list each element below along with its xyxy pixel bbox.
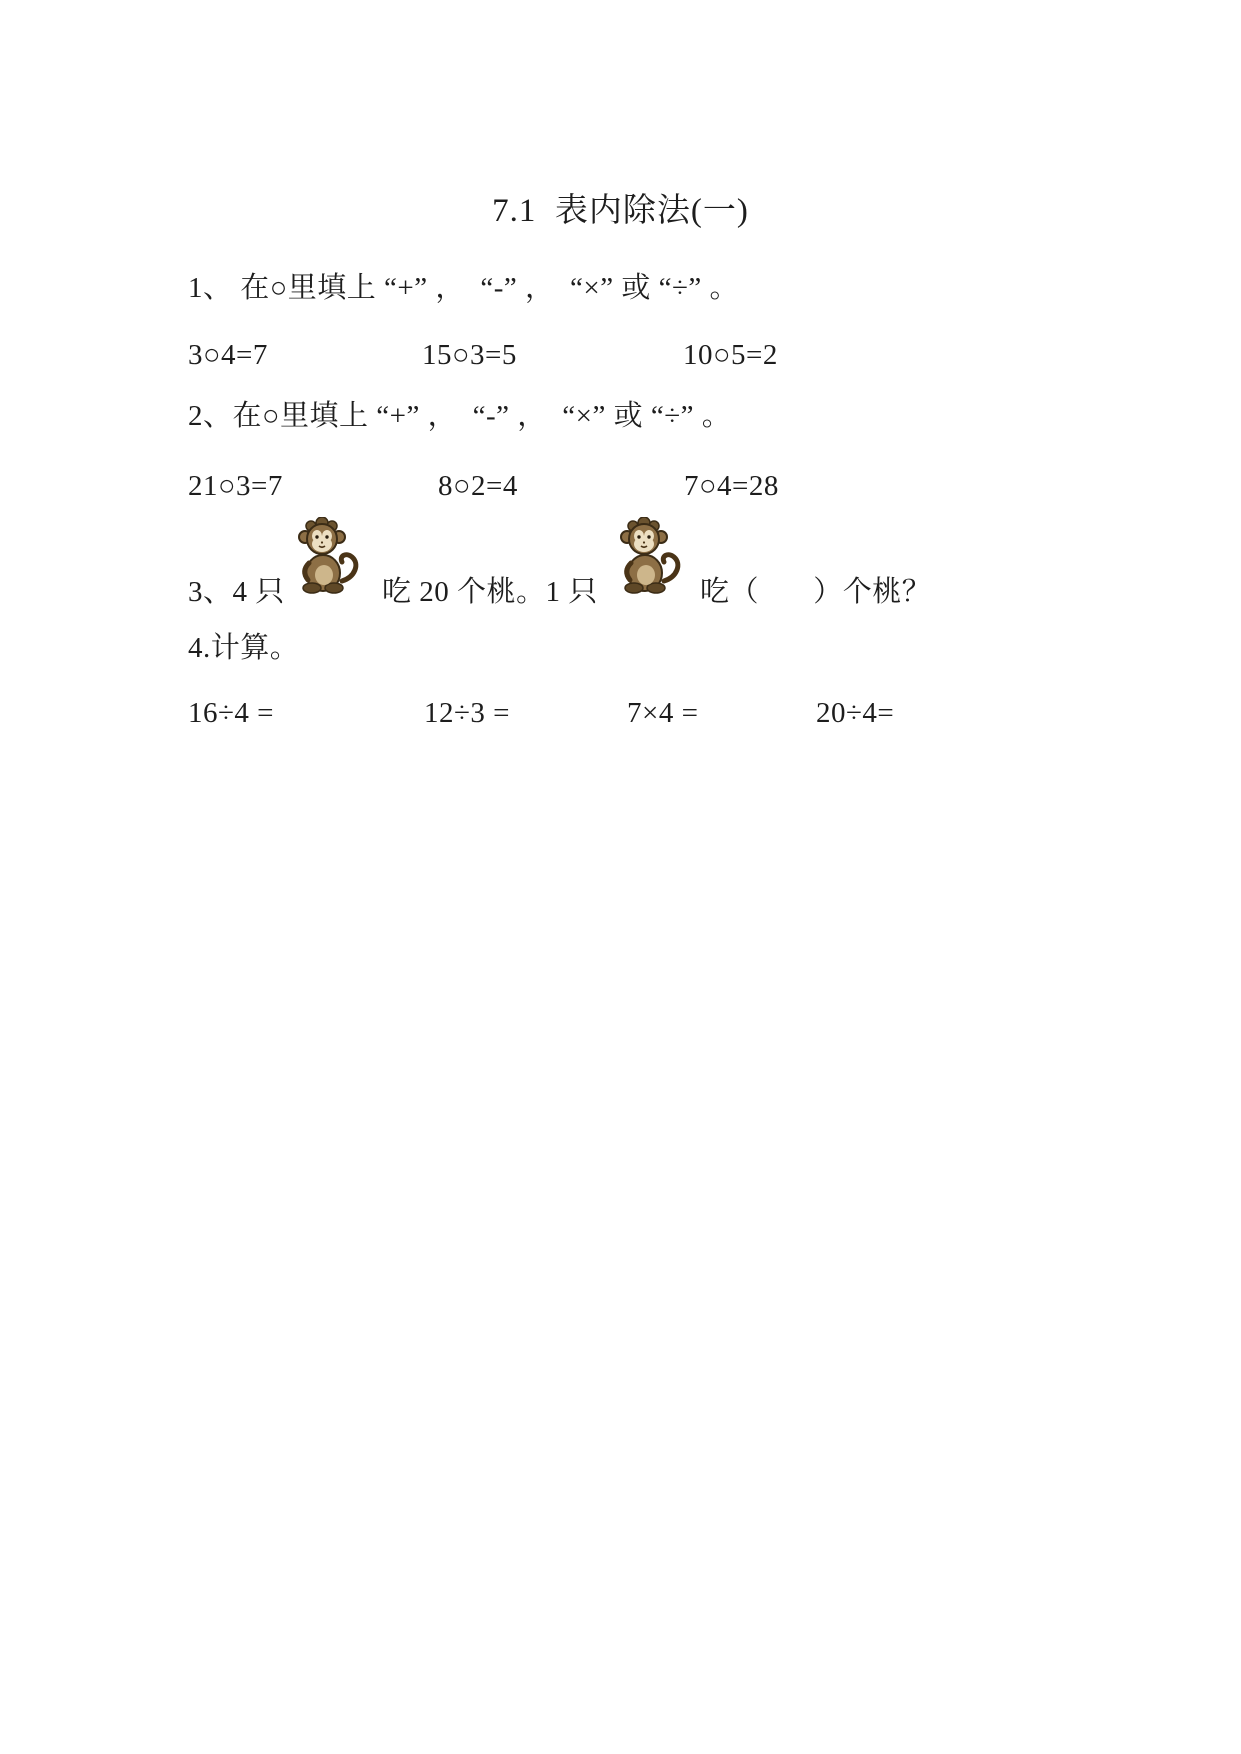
question-1-equation-1: 3○4=7 [188, 339, 268, 371]
question-4-prompt: 4.计算。 [188, 632, 300, 664]
page-title: 7.1 表内除法(一) [492, 193, 749, 229]
question-2-prompt: 2、在○里填上 “+” ， “-” ， “×” 或 “÷” 。 [188, 400, 732, 432]
question-1-prompt: 1、 在○里填上 “+” ， “-” ， “×” 或 “÷” 。 [188, 272, 740, 304]
question-2-equation-3: 7○4=28 [684, 470, 779, 502]
question-4-equation-1: 16÷4 = [188, 697, 275, 729]
question-2-equation-2: 8○2=4 [438, 470, 518, 502]
question-1-equation-2: 15○3=5 [422, 339, 517, 371]
monkey-icon [618, 517, 684, 595]
question-4-equation-4: 20÷4= [816, 697, 895, 729]
question-3-text-part1: 3、4 只 [188, 576, 285, 608]
question-1-equation-3: 10○5=2 [683, 339, 778, 371]
question-3-text-part3: 吃（ ）个桃？ [700, 576, 932, 608]
question-2-equation-1: 21○3=7 [188, 470, 283, 502]
question-4-equation-2: 12÷3 = [424, 697, 511, 729]
question-4-equation-3: 7×4 = [627, 697, 699, 729]
question-3-text-part2: 吃 20 个桃。1 只 [382, 576, 598, 608]
monkey-icon [296, 517, 362, 595]
